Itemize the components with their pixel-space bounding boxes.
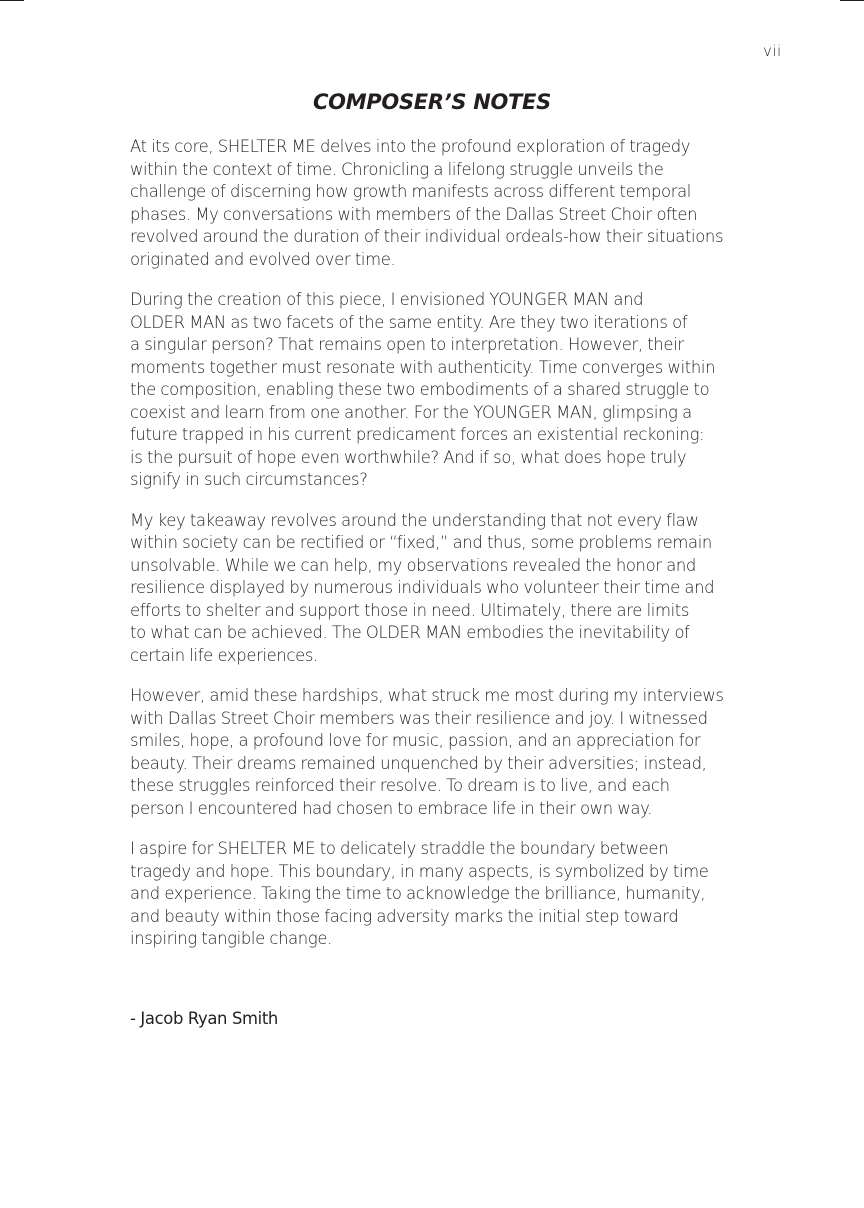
text-line: to what can be achieved. The OLDER MAN embodies the inevitability of bbox=[130, 623, 690, 642]
text-line: efforts to shelter and support those in need. Ultimately, there are limits bbox=[130, 600, 690, 620]
paragraph-5 bbox=[130, 838, 740, 951]
text-line: During the creation of this piece, I envisioned YOUNGER MAN and bbox=[130, 290, 644, 309]
text-line: and beauty within those facing adversity marks the initial step toward bbox=[130, 906, 679, 926]
text-line: person I encountered had chosen to embrace life in their own way. bbox=[130, 798, 652, 818]
text-line: challenge of discerning how growth manifests across different temporal bbox=[130, 182, 691, 201]
text-line: revolved around the duration of their individual ordeals-how their situations bbox=[130, 227, 724, 246]
text-line: and experience. Taking the time to acknowledge the brilliance, humanity, bbox=[130, 884, 706, 903]
text-line: At its core, SHELTER ME delves into the profound exploration of tragedy bbox=[130, 137, 691, 156]
text-line: However, amid these hardships, what struck me most during my interviews bbox=[130, 686, 724, 705]
text-line: inspiring tangible change. bbox=[130, 929, 332, 948]
text-line: within the context of time. Chronicling a lifelong struggle unveils the bbox=[130, 159, 664, 179]
text-line: certain life experiences. bbox=[130, 645, 318, 665]
paragraph-2 bbox=[130, 289, 740, 492]
notes-body bbox=[130, 136, 740, 969]
text-line: coexist and learn from one another. For the YOUNGER MAN, glimpsing a bbox=[130, 402, 692, 422]
text-line: with Dallas Street Choir members was their resilience and joy. I witnessed bbox=[130, 708, 708, 728]
text-line: beauty. Their dreams remained unquenched by their adversities; instead, bbox=[130, 753, 707, 773]
crop-mark-top-right bbox=[840, 0, 864, 1]
text-line: moments together must resonate with authenticity. Time converges within bbox=[130, 357, 716, 377]
text-line: tragedy and hope. This boundary, in many aspects, is symbolized by time bbox=[130, 861, 709, 881]
author-signature: - Jacob Ryan Smith bbox=[130, 1009, 278, 1028]
text-line: I aspire for SHELTER ME to delicately straddle the boundary between bbox=[130, 839, 669, 858]
paragraph-3 bbox=[130, 510, 740, 668]
text-line: the composition, enabling these two embodiments of a shared struggle to bbox=[130, 380, 710, 399]
text-line: these struggles reinforced their resolve. To dream is to live, and each bbox=[130, 776, 670, 795]
text-line: OLDER MAN as two facets of the same entity. Are they two iterations of bbox=[130, 312, 688, 332]
paragraph-1 bbox=[130, 136, 740, 271]
paragraph-4 bbox=[130, 685, 740, 820]
text-line: originated and evolved over time. bbox=[130, 249, 396, 269]
text-line: smiles, hope, a profound love for music, passion, and an appreciation for bbox=[130, 731, 701, 750]
text-line: within society can be rectified or “fixed,” and thus, some problems remain bbox=[130, 533, 712, 552]
page-number: vii bbox=[763, 42, 782, 60]
page-title: COMPOSER’S NOTES bbox=[313, 90, 551, 114]
text-line: future trapped in his current predicament forces an existential reckoning: bbox=[130, 425, 705, 444]
text-line: My key takeaway revolves around the understanding that not every flaw bbox=[130, 510, 699, 530]
text-line: a singular person? That remains open to interpretation. However, their bbox=[130, 335, 684, 354]
text-line: signify in such circumstances? bbox=[130, 470, 368, 489]
text-line: unsolvable. While we can help, my observations revealed the honor and bbox=[130, 555, 696, 575]
text-line: phases. My conversations with members of the Dallas Street Choir often bbox=[130, 204, 698, 224]
text-line: is the pursuit of hope even worthwhile? And if so, what does hope truly bbox=[130, 447, 687, 467]
text-line: resilience displayed by numerous individuals who volunteer their time and bbox=[130, 578, 715, 597]
crop-mark-top-left bbox=[0, 0, 24, 1]
